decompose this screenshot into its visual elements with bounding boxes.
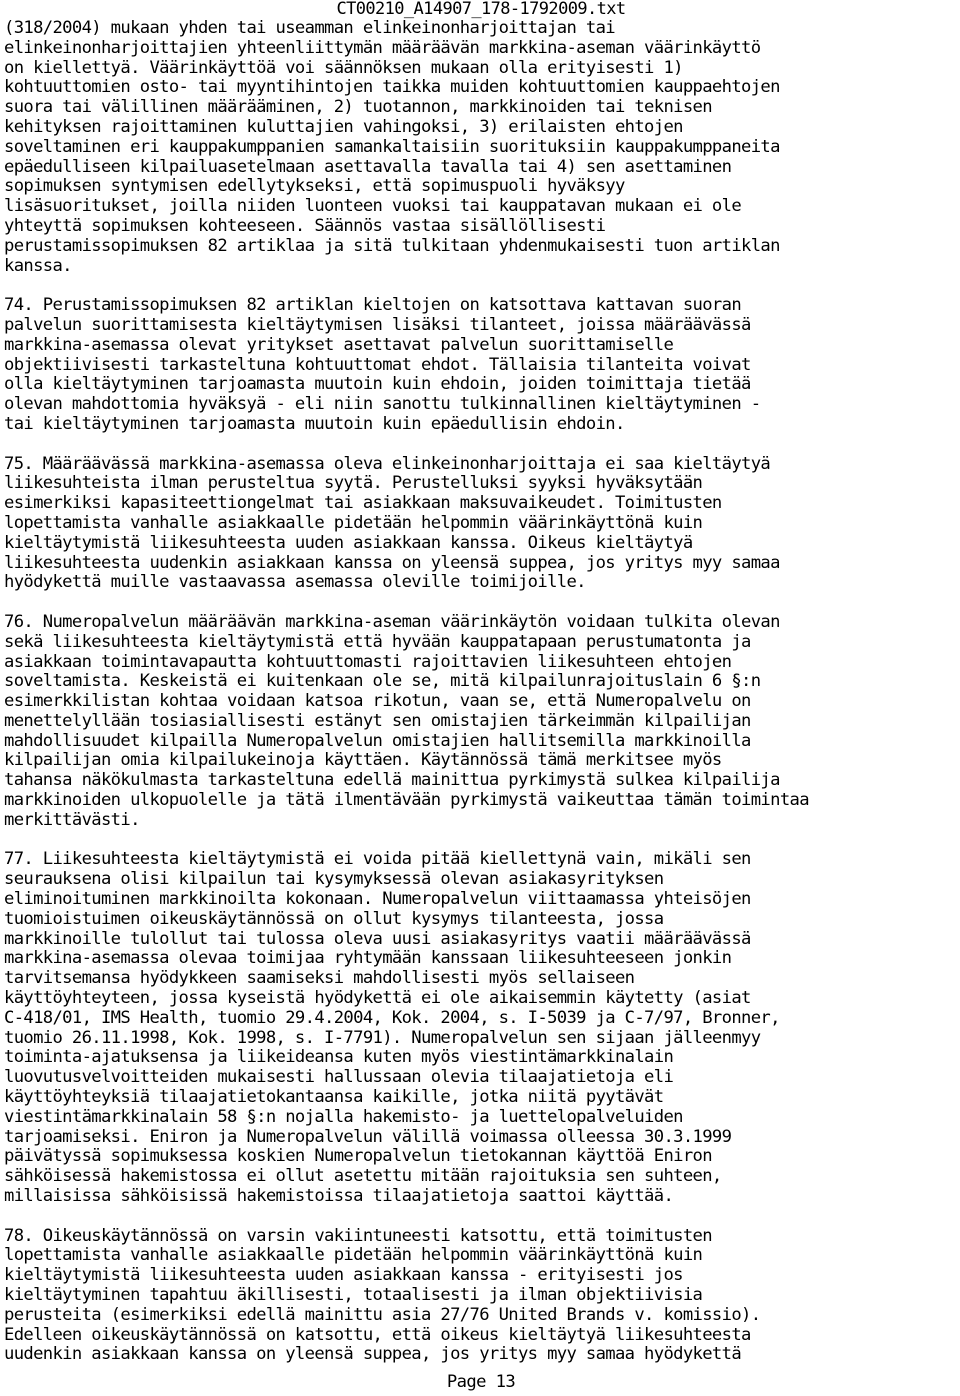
text-line: lopettamista vanhalle asiakkaalle pidetään helpommin väärinkäyttönä kuin	[4, 513, 703, 533]
text-line: luovutusvelvoitteiden mukaisesti hallussaan olevia tilaajatietoja eli	[4, 1068, 674, 1088]
text-line: sopimuksen syntymisen edellytykseksi, että sopimuspuoli hyväksyy	[4, 177, 625, 197]
text-line: Edelleen oikeuskäytännössä on katsottu, että oikeus kieltäytyä liikesuhteesta	[4, 1325, 751, 1345]
text-line: tuomioistuimen oikeuskäytännössä on ollut kysymys tilanteesta, jossa	[4, 909, 664, 929]
text-line: toiminta-ajatuksensa ja liikeideansa kuten myös viestintämarkkinalain	[4, 1048, 674, 1068]
document-title: CT00210_A14907_178-1792009.txt	[336, 0, 626, 19]
text-line: 74. Perustamissopimuksen 82 artiklan kieltojen on katsottava kattavan suoran	[4, 296, 742, 316]
text-line: epäedulliseen kilpailuasetelmaan asettavalla tavalla tai 4) sen asettaminen	[4, 157, 732, 177]
paragraph	[4, 1227, 958, 1366]
text-line: markkinoille tulollut tai tulossa oleva uusi asiakasyritys vaatii määräävässä	[4, 929, 751, 949]
text-line: 77. Liikesuhteesta kieltäytymistä ei voida pitää kiellettynä vain, mikäli sen	[4, 850, 751, 870]
text-line: tahansa näkökulmasta tarkasteltuna edellä mainittua pyrkimystä sulkea kilpailija	[4, 771, 780, 791]
text-line: esimerkkilistan kohtaa voidaan katsoa rikotun, vaan se, että Numeropalvelu on	[4, 692, 751, 712]
text-line: suora tai välillinen määrääminen, 2) tuotannon, markkinoiden tai teknisen	[4, 98, 712, 118]
text-line: sekä liikesuhteesta kieltäytymistä että hyvään kauppatapaan perustumatonta ja	[4, 632, 751, 652]
text-line: kieltäytymistä liikesuhteesta uuden asiakkaan kanssa. Oikeus kieltäytyä	[4, 533, 693, 553]
text-line: perusteita (esimerkiksi edellä mainittu asia 27/76 United Brands v. komissio).	[4, 1305, 761, 1325]
text-line: 76. Numeropalvelun määräävän markkina-aseman väärinkäytön voidaan tulkita olevan	[4, 612, 780, 632]
text-line: eliminoituminen markkinoilta kokonaan. Numeropalvelun viittaamassa yhteisöjen	[4, 890, 751, 910]
text-line: on kiellettyä. Väärinkäyttöä voi säännöksen mukaan olla erityisesti 1)	[4, 58, 683, 78]
text-line: esimerkiksi kapasiteettiongelmat tai asiakkaan maksuvaikeudet. Toimitusten	[4, 494, 722, 514]
text-line: tarvitsemansa hyödykkeen saamiseksi mahdollisesti myös sellaiseen	[4, 969, 635, 989]
text-line: C-418/01, IMS Health, tuomio 29.4.2004, Kok. 2004, s. I-5039 ja C-7/97, Bronner,	[4, 1008, 780, 1028]
document-page	[4, 0, 958, 1396]
paragraph	[4, 19, 958, 276]
text-line: menettelyllään tosiasiallisesti estänyt sen omistajien tärkeimmän kilpailijan	[4, 711, 751, 731]
text-line: kieltäytymistä liikesuhteesta uuden asiakkaan kanssa - erityisesti jos	[4, 1266, 683, 1286]
text-line: lisäsuoritukset, joilla niiden luonteen vuoksi tai kauppatavan mukaan ei ole	[4, 197, 742, 217]
text-line: kohtuuttomien osto- tai myyntihintojen taikka muiden kohtuuttomien kauppaehtojen	[4, 78, 780, 98]
document-body	[4, 19, 958, 1365]
text-line: lopettamista vanhalle asiakkaalle pidetään helpommin väärinkäyttönä kuin	[4, 1246, 703, 1266]
text-line: asiakkaan toimintavapautta kohtuuttomasti rajoittavien liikesuhteen ehtojen	[4, 652, 732, 672]
text-line: liikesuhteista ilman perusteltua syytä. Perustelluksi syyksi hyväksytään	[4, 474, 703, 494]
text-line: kehityksen rajoittaminen kuluttajien vahingoksi, 3) erilaisten ehtojen	[4, 117, 683, 137]
text-line: (318/2004) mukaan yhden tai useamman elinkeinonharjoittajan tai	[4, 19, 615, 38]
text-line: markkina-asemassa olevat yritykset asettavat palvelun suorittamiselle	[4, 335, 674, 355]
text-line: uudenkin asiakkaan kanssa on yleensä suppea, jos yritys myy samaa hyödykettä	[4, 1345, 742, 1365]
text-line: objektiivisesti tarkasteltuna kohtuuttomat ehdot. Tällaisia tilanteita voivat	[4, 355, 751, 375]
paragraph	[4, 850, 958, 1206]
text-line: liikesuhteesta uudenkin asiakkaan kanssa on yleensä suppea, jos yritys myy samaa	[4, 553, 780, 573]
page-number: Page 13	[446, 1372, 516, 1392]
text-line: palvelun suorittamisesta kieltäytymisen lisäksi tilanteet, joissa määräävässä	[4, 315, 751, 335]
text-line: olevan mahdottomia hyväksyä - eli niin sanottu tulkinnallinen kieltäytyminen -	[4, 395, 761, 415]
text-line: 75. Määräävässä markkina-asemassa oleva elinkeinonharjoittaja ei saa kieltäytyä	[4, 454, 771, 474]
text-line: olla kieltäytyminen tarjoamasta muutoin kuin ehdoin, joiden toimittaja tietää	[4, 375, 751, 395]
text-line: käyttöyhteyteen, jossa kyseistä hyödykettä ei ole aikaisemmin käytetty (asiat	[4, 989, 751, 1009]
text-line: mahdollisuudet kilpailla Numeropalvelun omistajien hallitsemilla markkinoilla	[4, 731, 751, 751]
text-line: elinkeinonharjoittajien yhteenliittymän määräävän markkina-aseman väärinkäyttö	[4, 38, 761, 58]
text-line: tuomio 26.11.1998, Kok. 1998, s. I-7791). Numeropalvelun sen sijaan jälleenmyy	[4, 1028, 761, 1048]
paragraph	[4, 296, 958, 435]
text-line: perustamissopimuksen 82 artiklaa ja sitä tulkitaan yhdenmukaisesti tuon artiklan	[4, 236, 780, 256]
text-line: kilpailijan omia kilpailukeinoja käyttäen. Käytännössä tämä merkitsee myös	[4, 751, 722, 771]
paragraph	[4, 455, 958, 594]
text-line: soveltamista. Keskeistä ei kuitenkaan ole se, mitä kilpailunrajoituslain 6 §:n	[4, 672, 761, 692]
text-line: soveltaminen eri kauppakumppanien samankaltaisiin suorituksiin kauppakumppaneita	[4, 137, 780, 157]
text-line: päivätyssä sopimuksessa koskien Numeropalvelun tietokannan käyttöä Eniron	[4, 1147, 712, 1167]
text-line: 78. Oikeuskäytännössä on varsin vakiintuneesti katsottu, että toimitusten	[4, 1226, 712, 1246]
text-line: kieltäytyminen tapahtuu äkillisesti, totaalisesti ja ilman objektiivisia	[4, 1286, 703, 1305]
text-line: markkinoiden ulkopuolelle ja tätä ilmentävään pyrkimystä vaikeuttaa tämän toimintaa	[4, 791, 809, 811]
text-line: viestintämarkkinalain 58 §:n nojalla hakemisto- ja luettelopalveluiden	[4, 1107, 683, 1127]
text-line: tai kieltäytyminen tarjoamasta muutoin kuin epäedullisin ehdoin.	[4, 414, 625, 434]
text-line: seurauksena olisi kilpailun tai kysymyksessä olevan asiakasyrityksen	[4, 870, 664, 890]
text-line: markkina-asemassa olevaa toimijaa ryhtymään kanssaan liikesuhteeseen jonkin	[4, 949, 732, 969]
text-line: yhteyttä sopimuksen kohteeseen. Säännös vastaa sisällöllisesti	[4, 216, 606, 236]
text-line: millaisissa sähköisissä hakemistoissa tilaajatietoja saattoi käyttää.	[4, 1187, 674, 1207]
text-line: hyödykettä muille vastaavassa asemassa oleville toimijoille.	[4, 573, 586, 593]
paragraph	[4, 613, 958, 831]
text-line: sähköisessä hakemistossa ei ollut asetettu mitään rajoituksia sen suhteen,	[4, 1167, 722, 1187]
text-line: tarjoamiseksi. Eniron ja Numeropalvelun välillä voimassa olleessa 30.3.1999	[4, 1127, 732, 1147]
text-line: merkittävästi.	[4, 810, 140, 830]
text-line: kanssa.	[4, 256, 72, 276]
text-line: käyttöyhteyksiä tilaajatietokantaansa kaikille, jotka niitä pyytävät	[4, 1088, 664, 1108]
